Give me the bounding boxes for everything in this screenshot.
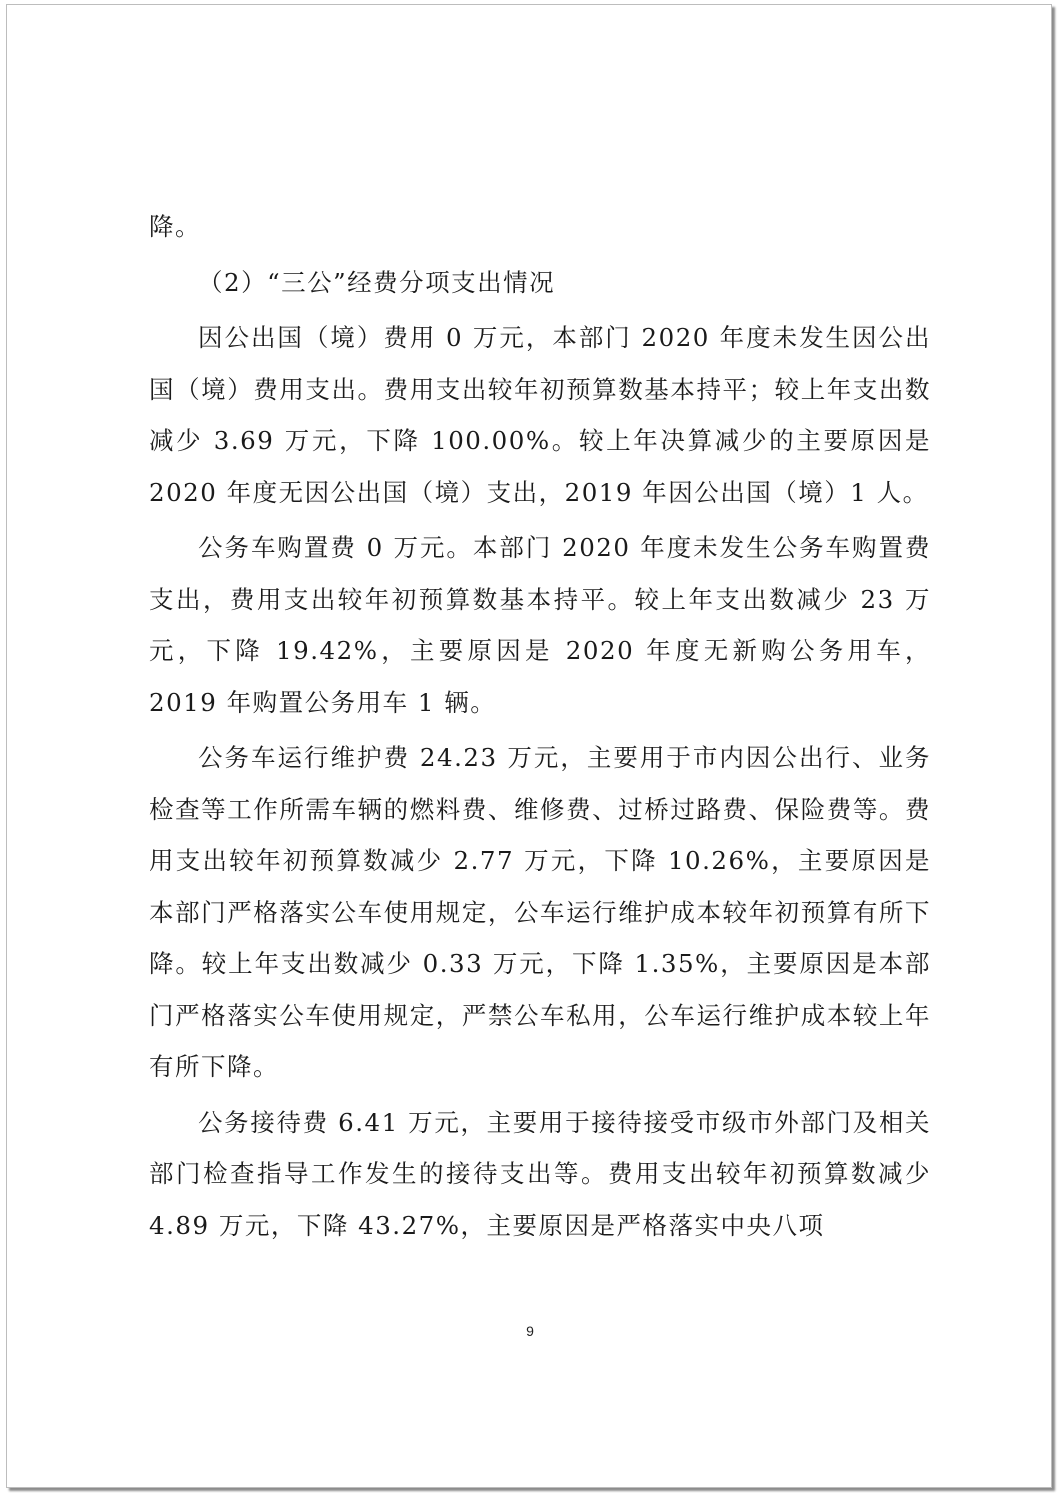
document-page xyxy=(6,4,1052,1488)
paragraph-overseas-travel: 因公出国（境）费用 0 万元，本部门 2020 年度未发生因公出国（境）费用支出。费用支出较年初预算数基本持平；较上年支出数减少 3.69 万元，下降 100.00%。较上年决算减少的主要原因是 2020 年度无因公出国（境）支出，2019 年因公出国（境）1 人。 xyxy=(149,323,931,507)
page-body xyxy=(149,201,931,1255)
section-heading: （2）“三公”经费分项支出情况 xyxy=(198,267,556,297)
paragraph-continuation: 降。 xyxy=(149,212,201,241)
paragraph-reception: 公务接待费 6.41 万元，主要用于接待接受市级市外部门及相关部门检查指导工作发生的接待支出等。费用支出较年初预算数减少 4.89 万元，下降 43.27%，主要原因是严格落实中央八项 xyxy=(149,1107,931,1240)
page-number: 9 xyxy=(526,1323,534,1339)
paragraph-vehicle-purchase: 公务车购置费 0 万元。本部门 2020 年度未发生公务车购置费支出，费用支出较年初预算数基本持平。较上年支出数减少 23 万元，下降 19.42%，主要原因是 2020 年度无新购公务用车，2019 年购置公务用车 1 辆。 xyxy=(149,533,931,717)
paragraph-vehicle-maintenance: 公务车运行维护费 24.23 万元，主要用于市内因公出行、业务检查等工作所需车辆的燃料费、维修费、过桥过路费、保险费等。费用支出较年初预算数减少 2.77 万元，下降 10.26%，主要原因是本部门严格落实公车使用规定，公车运行维护成本较年初预算有所下降。较上年支出数减少 0.33 万元，下降 1.35%，主要原因是本部门严格落实公车使用规定，严禁公车私用，公车运行维护成本较上年有所下降。 xyxy=(149,743,931,1081)
